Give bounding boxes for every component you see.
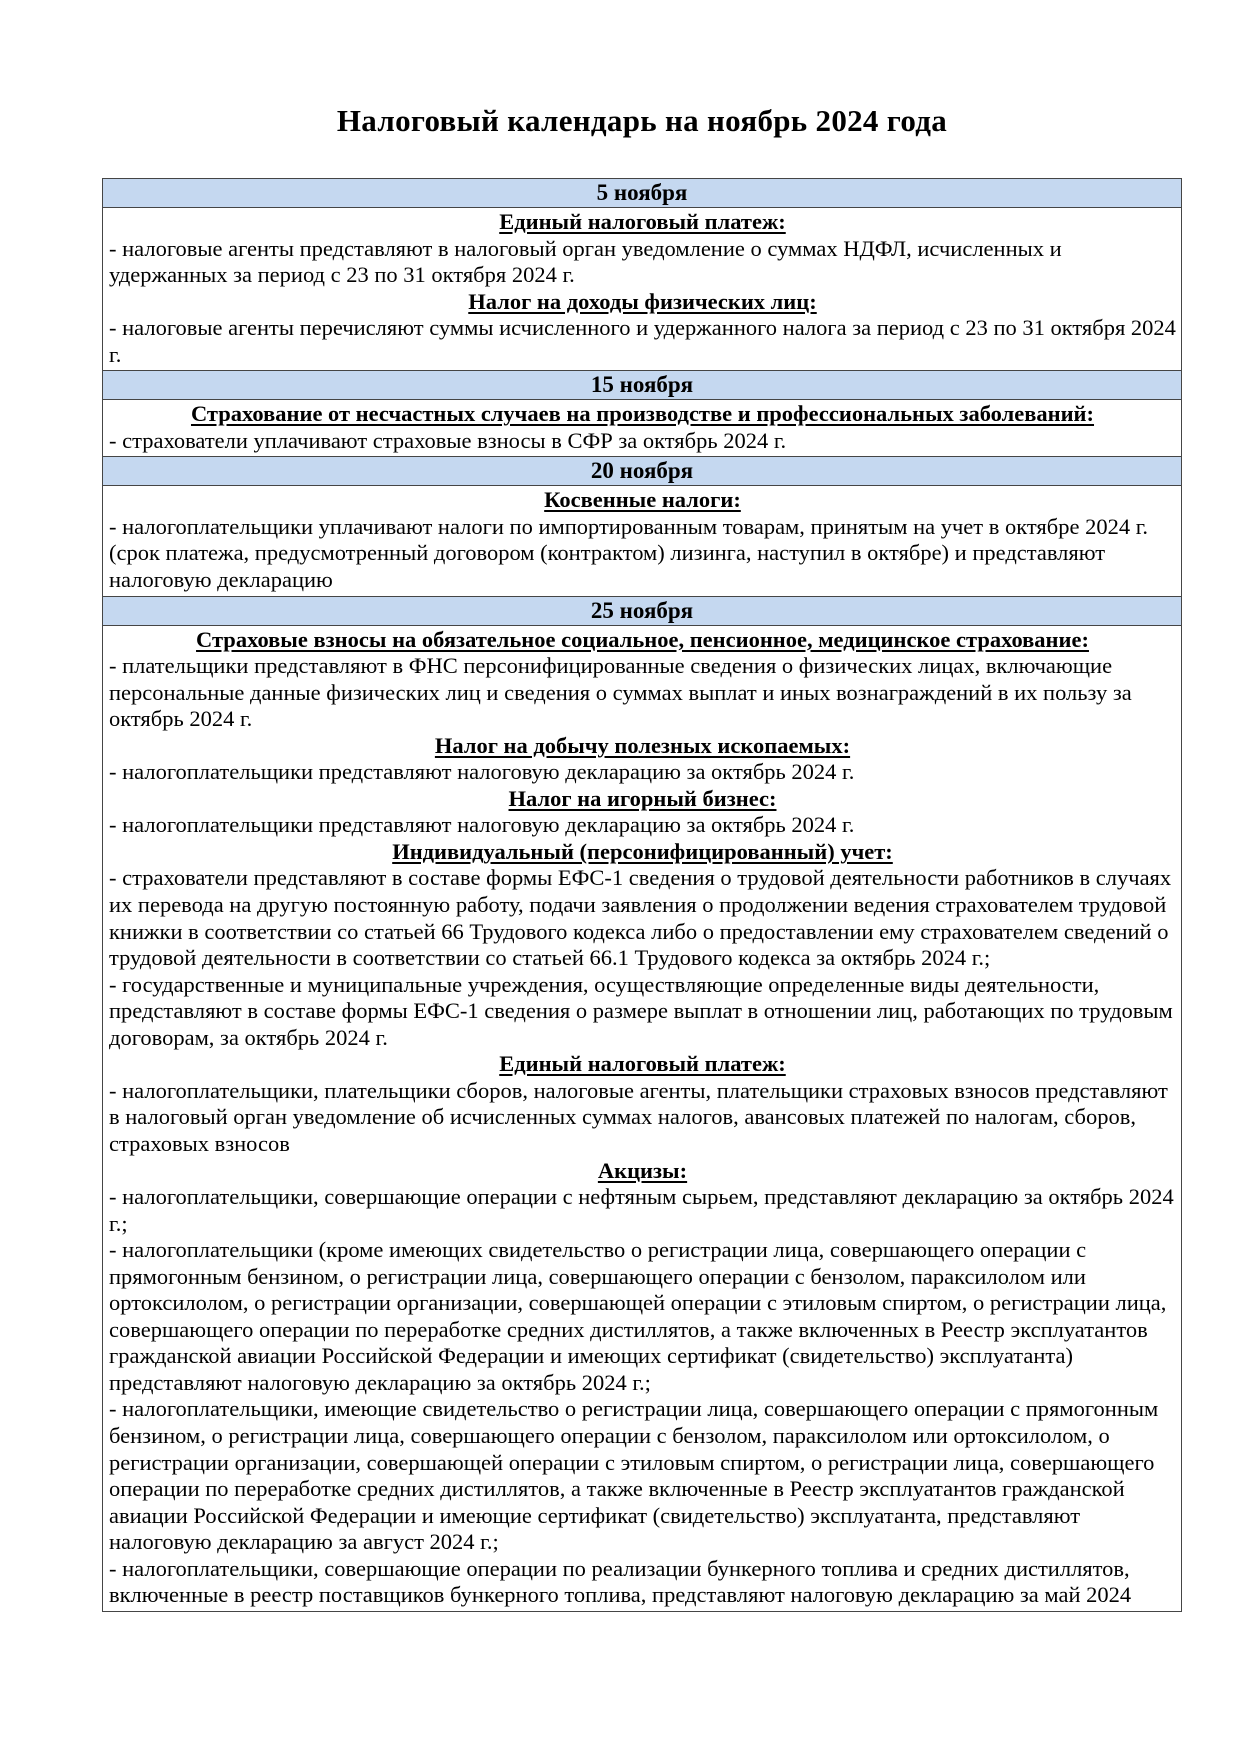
tax-category-heading-text: Единый налоговый платеж: [499, 1051, 786, 1077]
tax-category-heading [109, 487, 1176, 514]
tax-category-heading [109, 209, 1176, 236]
date-header: 5 ноября [103, 179, 1182, 208]
tax-category-heading [109, 786, 1176, 813]
date-header: 15 ноября [103, 371, 1182, 400]
tax-category-heading-text: Налог на игорный бизнес: [508, 785, 777, 811]
date-header-row [103, 371, 1182, 400]
date-section-content [103, 486, 1182, 596]
date-header-row [103, 457, 1182, 486]
tax-category-heading [109, 1158, 1176, 1185]
tax-deadline-item: - налогоплательщики (кроме имеющих свидетельство о регистрации лица, совершающего операции с прямогонным бензином, о регистрации лица, совершающего операции с бензолом, параксилолом или ортоксилолом, о регистрации организации, совершающей операции с этиловым спиртом, о регистрации лица, совершающего операции по переработке средних дистиллятов, а также включенных в Реестр эксплуатантов гражданской авиации Российской Федерации и имеющих сертификат (свидетельство) эксплуатанта) представляют налоговую декларацию за октябрь 2024 г.; [109, 1237, 1167, 1395]
date-section-row [103, 486, 1182, 596]
tax-deadline-item: - налогоплательщики, имеющие свидетельство о регистрации лица, совершающего операции с прямогонным бензином, о регистрации лица, совершающего операции с бензолом, параксилолом или ортоксилолом, о регистрации организации, совершающей операции с этиловым спиртом, о регистрации лица, совершающего операции по переработке средних дистиллятов, а также включенные в Реестр эксплуатантов гражданской авиации Российской Федерации и имеющие сертификат (свидетельство) эксплуатанта, представляют налоговую декларацию за август 2024 г.; [109, 1396, 1159, 1555]
tax-category-heading-text: Страхование от несчастных случаев на производстве и профессиональных заболеваний: [190, 401, 1095, 427]
tax-category-heading [109, 839, 1176, 866]
date-section-row [103, 625, 1182, 1611]
tax-category-heading-text: Единый налоговый платеж: [499, 209, 786, 234]
tax-category-heading-text: Страховые взносы на обязательное социальное, пенсионное, медицинское страхование: [196, 626, 1089, 652]
tax-deadline-item: - страхователи представляют в составе формы ЕФС-1 сведения о трудовой деятельности работников в случаях их перевода на другую постоянную работу, подачи заявления о продолжении ведения страхователем трудовой книжки в соответствии со статьей 66 Трудового кодекса либо о предоставлении ему страхователем сведений о трудовой деятельности в соответствии со статьей 66.1 Трудового кодекса за октябрь 2024 г.; [109, 865, 1172, 971]
tax-category-heading [109, 401, 1176, 428]
tax-category-heading-text: Налог на добычу полезных ископаемых: [434, 732, 851, 758]
date-section-content [103, 625, 1182, 1611]
tax-deadline-item: - страхователи уплачивают страховые взносы в СФР за октябрь 2024 г. [109, 427, 787, 453]
tax-category-heading [109, 289, 1176, 316]
tax-category-heading-text: Налог на доходы физических лиц: [468, 288, 817, 314]
tax-deadline-item: - налоговые агенты перечисляют суммы исчисленного и удержанного налога за период с 23 по 31 октября 2024 г. [109, 315, 1176, 367]
tax-category-heading [109, 733, 1176, 760]
tax-deadline-item: - налогоплательщики, совершающие операции по реализации бункерного топлива и средних дистиллятов, включенные в реестр поставщиков бункерного топлива, представляют налоговую декларацию за май 2024 [109, 1555, 1132, 1608]
tax-calendar-table [102, 178, 1182, 1612]
tax-category-heading-text: Акцизы: [597, 1157, 688, 1183]
tax-deadline-item: - налогоплательщики представляют налоговую декларацию за октябрь 2024 г. [109, 759, 855, 785]
date-section-content [103, 208, 1182, 371]
tax-deadline-item: - налогоплательщики, плательщики сборов, налоговые агенты, плательщики страховых взносов представляют в налоговый орган уведомление об исчисленных суммах налогов, авансовых платежей по налогам, сборов, страховых взносов [109, 1077, 1168, 1156]
date-section-row [103, 208, 1182, 371]
tax-deadline-item: - налогоплательщики уплачивают налоги по импортированным товарам, принятым на учет в октябре 2024 г. (срок платежа, предусмотренный договором (контрактом) лизинга, наступил в октябре) и представляют налоговую декларацию [109, 513, 1149, 593]
tax-calendar-body [103, 179, 1182, 1612]
date-section-row [103, 400, 1182, 457]
date-header: 25 ноября [103, 596, 1182, 625]
date-header-row [103, 179, 1182, 208]
tax-deadline-item: - плательщики представляют в ФНС персонифицированные сведения о физических лицах, включающие персональные данные физических лиц и сведения о суммах выплат и иных вознаграждений в их пользу за октябрь 2024 г. [109, 653, 1132, 732]
date-header-row [103, 596, 1182, 625]
tax-deadline-item: - налогоплательщики, совершающие операции с нефтяным сырьем, представляют декларацию за октябрь 2024 г.; [109, 1184, 1174, 1236]
date-section-content [103, 400, 1182, 457]
tax-category-heading-text: Индивидуальный (персонифицированный) учет: [392, 838, 893, 864]
tax-category-heading [109, 627, 1176, 654]
tax-deadline-item: - налогоплательщики представляют налоговую декларацию за октябрь 2024 г. [109, 812, 855, 838]
tax-category-heading [109, 1051, 1176, 1078]
tax-deadline-item: - налоговые агенты представляют в налоговый орган уведомление о суммах НДФЛ, исчисленных и удержанных за период с 23 по 31 октября 2024 г. [109, 235, 1062, 288]
tax-deadline-item: - государственные и муниципальные учреждения, осуществляющие определенные виды деятельности, представляют в составе формы ЕФС-1 сведения о размере выплат в отношении лиц, работающих по трудовым договорам, за октябрь 2024 г. [109, 971, 1173, 1050]
date-header: 20 ноября [103, 457, 1182, 486]
page-title: Налоговый календарь на ноябрь 2024 года [336, 103, 948, 138]
tax-category-heading-text: Косвенные налоги: [544, 487, 741, 513]
